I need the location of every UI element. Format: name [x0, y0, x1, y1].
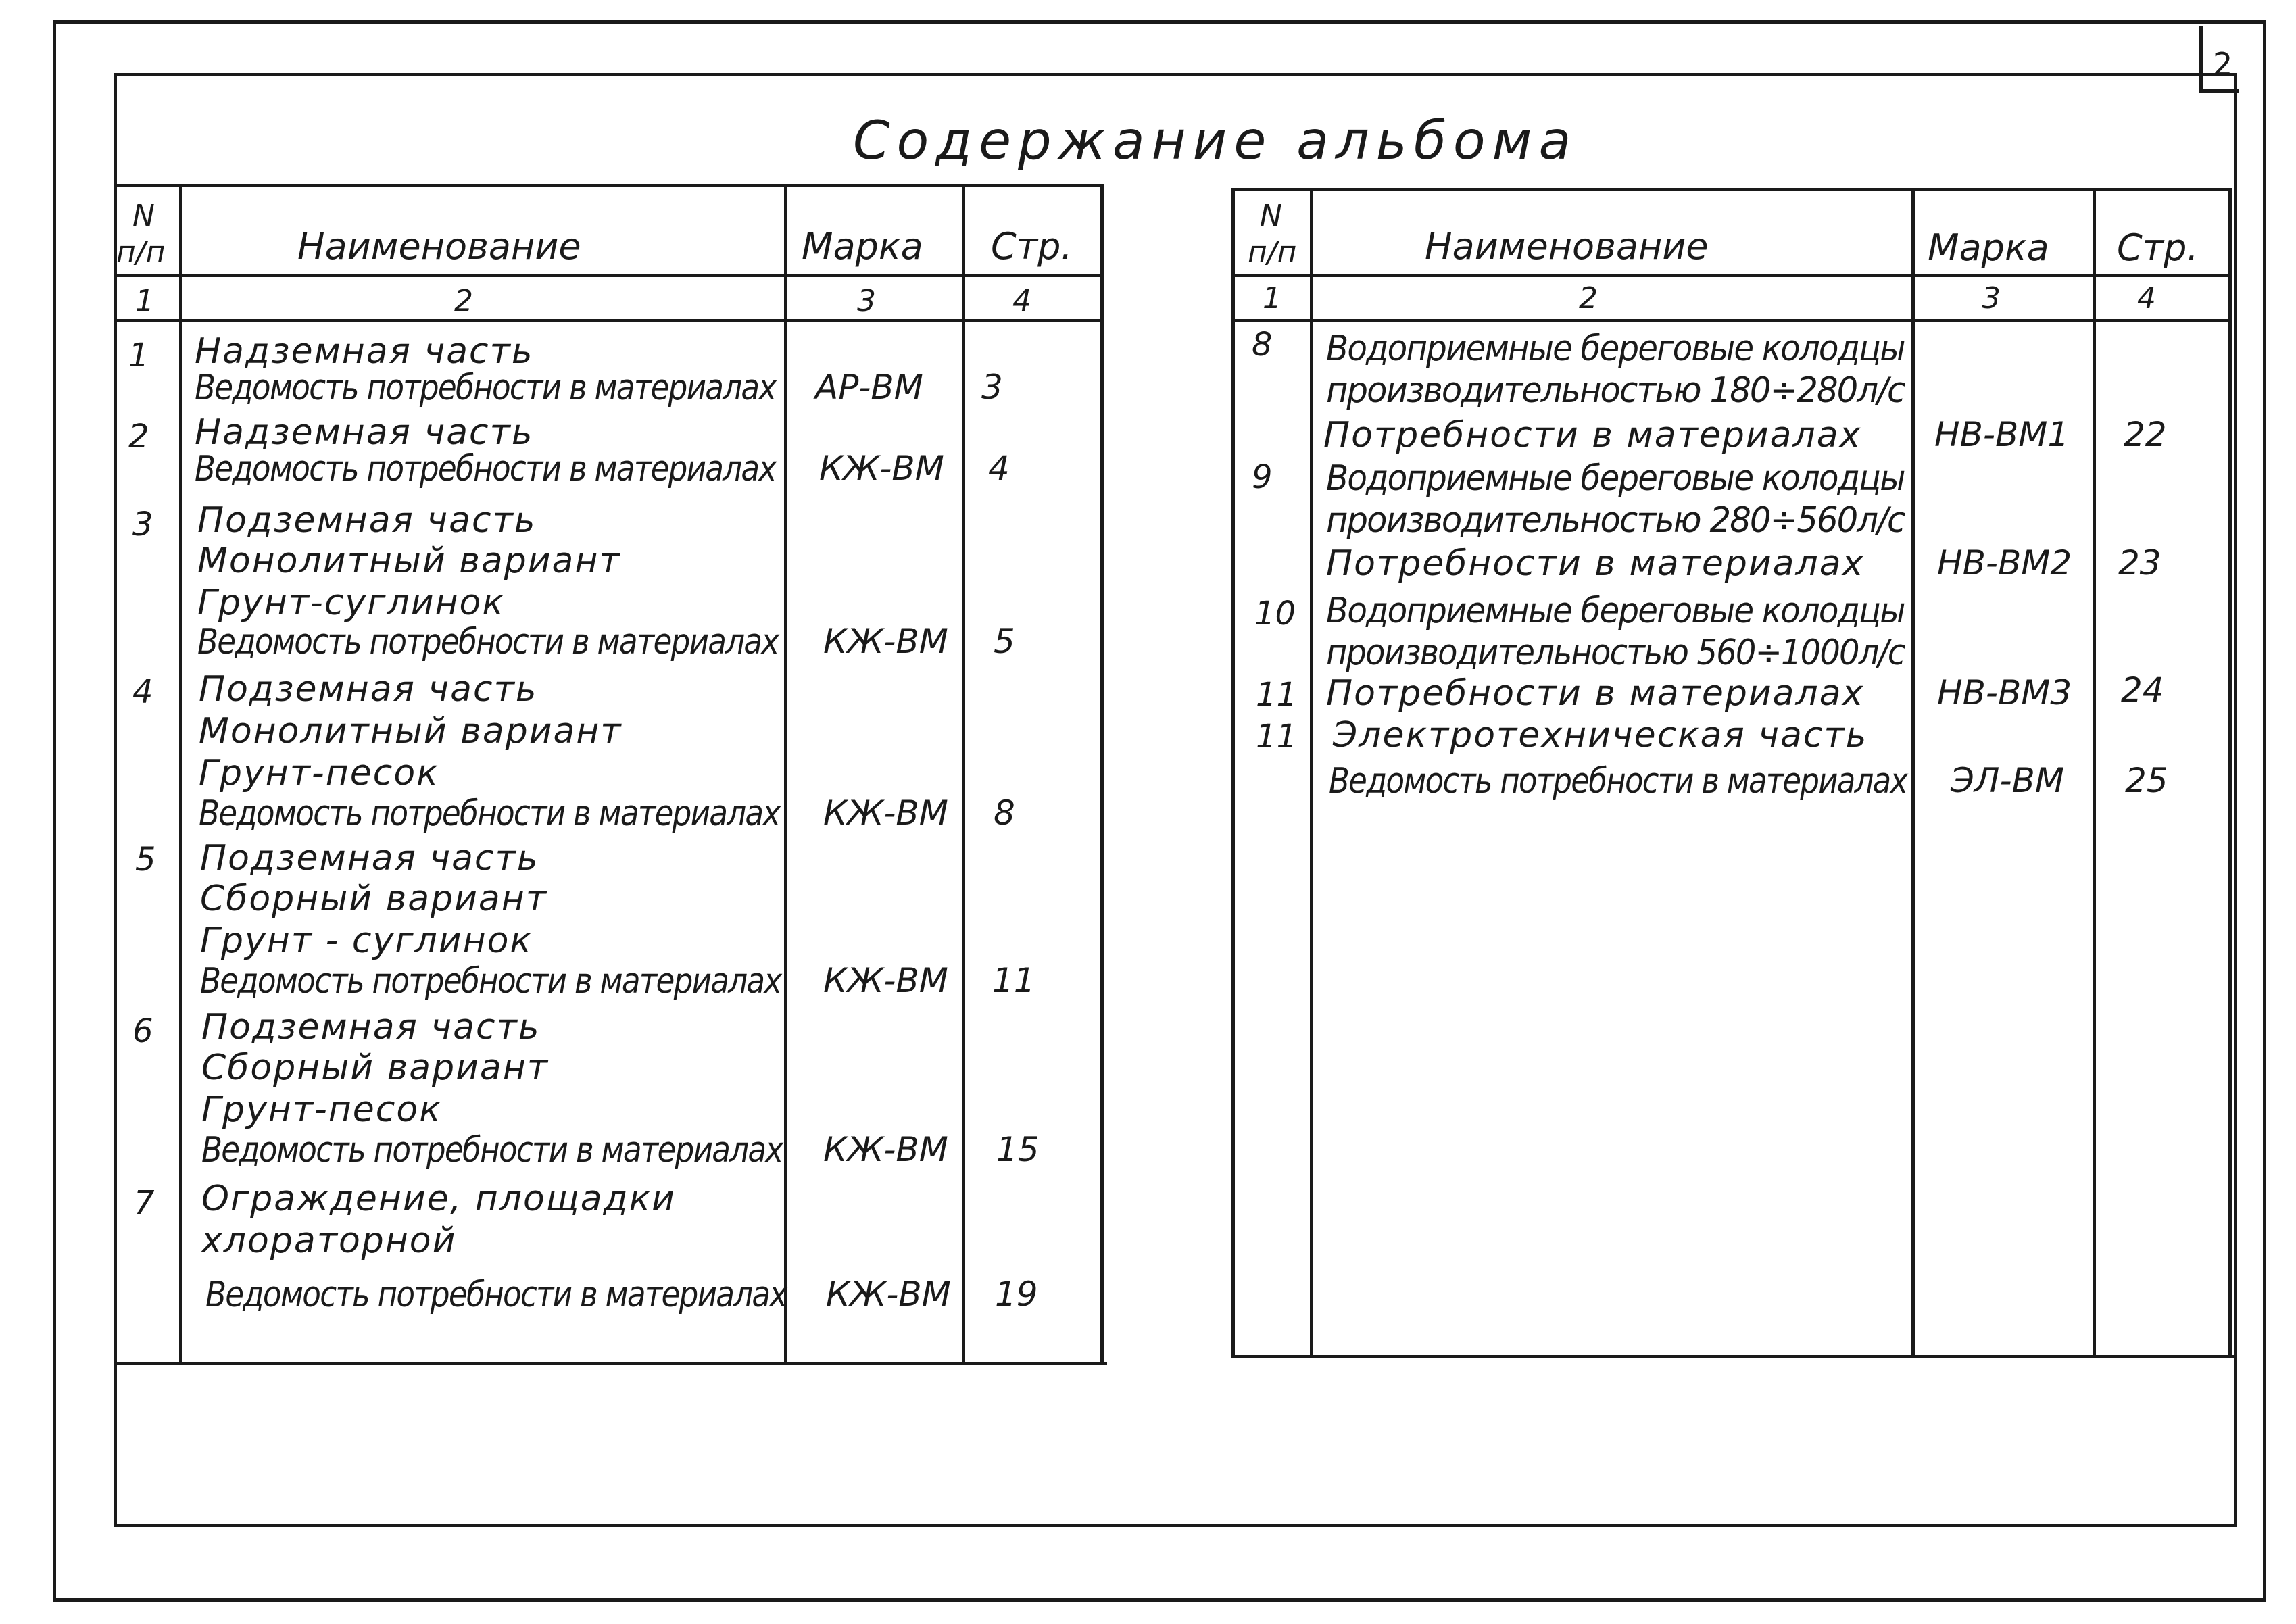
right-row-mark: НВ-ВМ2 — [1937, 543, 2072, 583]
left-row-name-line: Сборный вариант — [200, 879, 548, 919]
left-row-name-line: Ведомость потребности в материалах — [199, 793, 780, 834]
left-row-name-line: Ведомость потребности в материалах — [201, 1130, 783, 1171]
right-row-name-line: Потребности в материалах — [1323, 415, 1862, 456]
right-row-num: 11 — [1256, 718, 1298, 756]
left-row-num: 7 — [134, 1184, 155, 1222]
left-index-4: 4 — [1012, 284, 1031, 318]
left-index-3: 3 — [857, 284, 876, 318]
left-row-page: 15 — [996, 1130, 1040, 1169]
right-index-3: 3 — [1982, 281, 2001, 316]
left-row-name-line: Ведомость потребности в материалах — [200, 961, 781, 1002]
left-row-name-line: Подземная часть — [199, 669, 538, 710]
left-row-name-line: Монолитный вариант — [197, 541, 621, 581]
right-header-page: Стр. — [2117, 226, 2199, 269]
left-row-num: 4 — [132, 673, 153, 711]
right-index-2: 2 — [1579, 281, 1598, 316]
left-table-top-border — [114, 184, 1100, 187]
left-row-mark: КЖ-ВМ — [819, 449, 944, 488]
left-row-name-line: Надземная часть — [195, 412, 534, 453]
right-header-mark: Марка — [1928, 226, 2049, 269]
right-row-name-line: производительностью 560÷1000л/с — [1326, 633, 1905, 673]
right-header-name: Наименование — [1425, 225, 1709, 268]
left-row-num: 5 — [135, 841, 156, 879]
left-index-1: 1 — [135, 284, 154, 318]
right-row-name-line: Электротехническая часть — [1333, 715, 1868, 756]
right-table-col-divider-3 — [2093, 188, 2096, 1358]
left-row-page: 11 — [992, 961, 1035, 1000]
left-row-name-line: Грунт-суглинок — [197, 583, 505, 623]
album-title: Содержание альбома — [853, 111, 1578, 172]
left-row-name-line: Сборный вариант — [201, 1048, 549, 1088]
left-row-name-line: Монолитный вариант — [199, 711, 622, 752]
left-row-num: 3 — [132, 506, 153, 543]
right-row-name-line: Ведомость потребности в материалах — [1329, 761, 1907, 802]
right-row-num: 8 — [1252, 326, 1273, 364]
right-row-num: 10 — [1254, 595, 1296, 633]
left-row-mark: АР-ВМ — [815, 368, 923, 407]
left-index-2: 2 — [454, 284, 473, 318]
right-header-num-top: N — [1260, 199, 1282, 233]
sheet-number-box-left — [2199, 26, 2203, 92]
left-row-page: 3 — [981, 368, 1003, 407]
right-row-page: 22 — [2124, 415, 2167, 454]
left-row-page: 5 — [994, 622, 1015, 661]
left-row-name-line: Ограждение, площадки — [201, 1179, 676, 1219]
right-row-page: 25 — [2125, 761, 2168, 800]
left-row-mark: КЖ-ВМ — [823, 1130, 948, 1169]
left-header-name: Наименование — [297, 225, 581, 268]
left-row-page: 8 — [994, 793, 1015, 833]
left-table-col-divider-3 — [962, 184, 965, 1365]
right-table-header-separator — [1231, 274, 2232, 277]
left-row-num: 1 — [128, 337, 149, 374]
right-row-page: 23 — [2118, 543, 2161, 583]
right-index-4: 4 — [2137, 281, 2156, 316]
right-table-top-border — [1231, 188, 2232, 191]
right-row-num: 11 — [1256, 676, 1298, 714]
left-table-bottom-border — [114, 1362, 1107, 1365]
right-table-right-border — [2228, 188, 2232, 1358]
right-row-name-line: производительностью 280÷560л/с — [1326, 500, 1905, 541]
left-header-mark: Марка — [802, 225, 923, 268]
left-row-mark: КЖ-ВМ — [823, 961, 948, 1000]
left-header-page: Стр. — [991, 225, 1073, 268]
left-row-mark: КЖ-ВМ — [826, 1275, 951, 1314]
right-row-mark: ЭЛ-ВМ — [1951, 761, 2064, 800]
left-row-mark: КЖ-ВМ — [823, 793, 948, 833]
right-header-num-bottom: п/п — [1248, 235, 1297, 270]
left-table-col-divider-1 — [179, 184, 182, 1365]
right-row-name-line: Потребности в материалах — [1326, 543, 1865, 584]
left-row-name-line: Ведомость потребности в материалах — [205, 1275, 787, 1315]
left-table-header-separator — [114, 274, 1100, 277]
left-row-name-line: Надземная часть — [195, 331, 534, 372]
left-row-name-line: Грунт-песок — [201, 1089, 442, 1130]
left-row-page: 4 — [988, 449, 1010, 488]
left-row-mark: КЖ-ВМ — [823, 622, 948, 661]
right-row-name-line: производительностью 180÷280л/с — [1326, 370, 1905, 411]
right-table-index-separator — [1231, 319, 2232, 322]
left-row-name-line: Грунт-песок — [199, 753, 439, 793]
left-table-index-separator — [114, 319, 1100, 322]
left-header-num-top: N — [132, 199, 155, 233]
left-table-col-divider-2 — [784, 184, 787, 1365]
left-header-num-bottom: п/п — [116, 235, 166, 270]
right-row-mark: НВ-ВМ3 — [1937, 673, 2072, 712]
sheet-number-box-bottom — [2199, 89, 2239, 93]
right-row-name-line: Водоприемные береговые колодцы — [1326, 591, 1905, 631]
right-row-name-line: Водоприемные береговые колодцы — [1326, 328, 1905, 369]
right-row-name-line: Водоприемные береговые колодцы — [1326, 458, 1905, 499]
left-table-right-border — [1100, 184, 1104, 1365]
sheet-number: 2 — [2213, 46, 2233, 82]
left-row-name-line: Подземная часть — [201, 1007, 541, 1048]
right-row-name-line: Потребности в материалах — [1326, 673, 1865, 714]
left-row-page: 19 — [995, 1275, 1038, 1314]
left-row-name-line: Подземная часть — [200, 838, 539, 879]
right-row-num: 9 — [1252, 458, 1273, 496]
left-row-num: 6 — [132, 1012, 153, 1050]
left-row-name-line: Подземная часть — [197, 500, 537, 541]
left-row-num: 2 — [128, 418, 149, 456]
right-table-left-border — [1231, 188, 1235, 1358]
right-row-page: 24 — [2121, 670, 2164, 710]
right-table-col-divider-2 — [1911, 188, 1915, 1358]
left-row-name-line: Грунт - суглинок — [200, 920, 533, 961]
right-index-1: 1 — [1263, 281, 1281, 316]
left-row-name-line: хлораторной — [201, 1221, 457, 1261]
left-row-name-line: Ведомость потребности в материалах — [195, 449, 776, 489]
right-table-bottom-border — [1231, 1355, 2237, 1358]
left-row-name-line: Ведомость потребности в материалах — [195, 368, 776, 408]
left-row-name-line: Ведомость потребности в материалах — [197, 622, 779, 662]
right-table-col-divider-1 — [1310, 188, 1313, 1358]
right-row-mark: НВ-ВМ1 — [1934, 415, 2070, 454]
